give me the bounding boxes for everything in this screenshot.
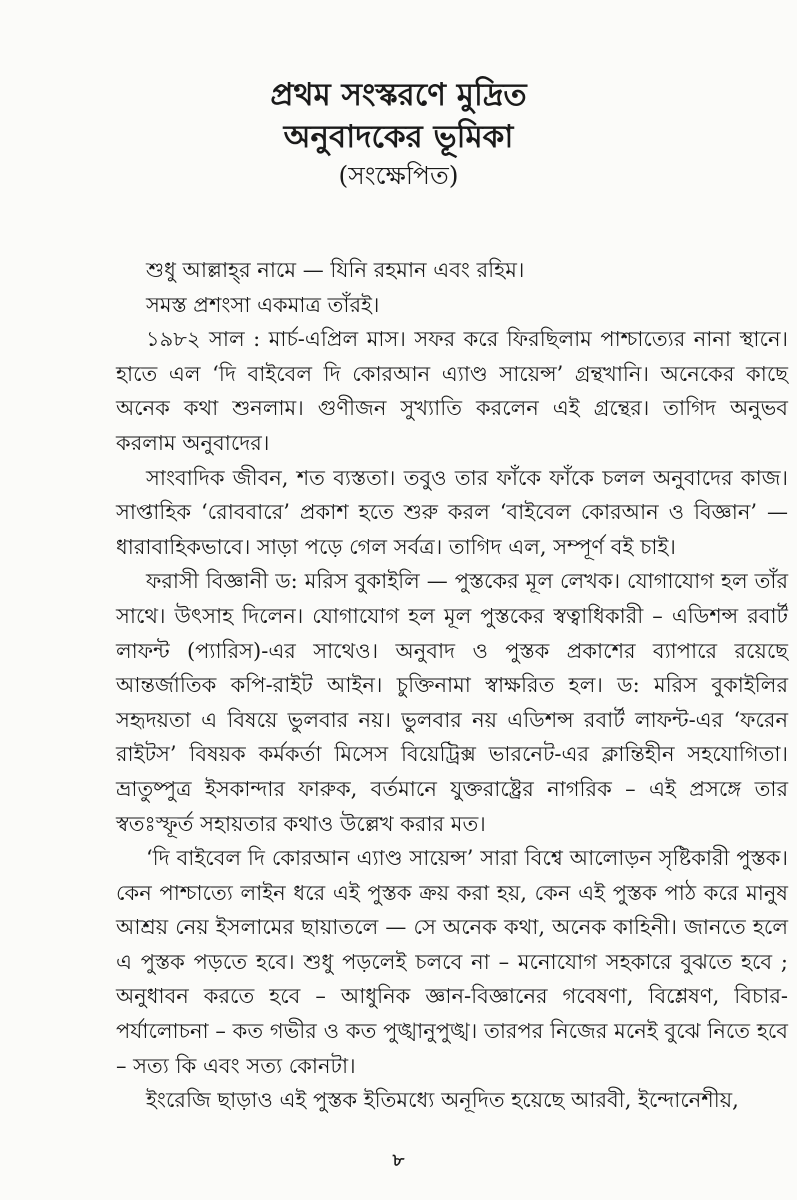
page-number: ৮ [392,1150,405,1171]
paragraph-book-impact: ‘দি বাইবেল দি কোরআন এ্যাণ্ড সায়েন্স’ সারা বিশ্বে আলোড়ন সৃষ্টিকারী পুস্তক। কেন পাশ্চাত্যে লাইন ধরে এই পুস্তক ক্রয় করা হয়, কেন এই পুস্তক পাঠ করে মানুষ আশ্রয় নেয় ইসলামের ছায়াতলে — সে অনেক কথা, অনেক কাহিনী। জানতে হলে এ পুস্তক পড়তে হবে। শুধু পড়লেই চলবে না – মনোযোগ সহকারে বুঝতে হবে ; অনুধাবন করতে হবে – আধুনিক জ্ঞান-বিজ্ঞানের গবেষণা, বিশ্লেষণ, বিচার-পর্যালোচনা – কত গভীর ও কত পুঙ্খানুপুঙ্খ। তারপর নিজের মনেই বুঝে নিতে হবে – সত্য কি এবং সত্য কোনটা। [116,846,788,1078]
body-text [116,253,788,1118]
page-subtitle: (সংক্ষেপিত) [338,161,459,190]
page-title-line-1: প্রথম সংস্করণে মুদ্রিত [270,77,527,113]
paragraph-invocation: শুধু আল্লাহ্‌র নামে — যিনি রহমান এবং রহিম। [146,258,525,282]
paragraph-author: ফরাসী বিজ্ঞানী ড: মরিস বুকাইলি — পুস্তকের মূল লেখক। যোগাযোগ হল তাঁর সাথে। উৎসাহ দিলেন। যোগাযোগ হল মূল পুস্তকের স্বত্বাধিকারী – এডিশন্স রবার্ট লাফন্ট (প্যারিস)-এর সাথেও। অনুবাদ ও পুস্তক প্রকাশের ব্যাপারে রয়েছে আন্তর্জাতিক কপি-রাইট আইন। চুক্তিনামা স্বাক্ষরিত হল। ড: মরিস বুকাইলির সহৃদয়তা এ বিষয়ে ভুলবার নয়। ভুলবার নয় এডিশন্স রবার্ট লাফন্ট-এর ‘ফরেন রাইটস’ বিষয়ক কর্মকর্তা মিসেস বিয়েট্রিক্স ভারনেট-এর ক্লান্তিহীন সহযোগিতা। ভ্রাতুষ্পুত্র ইসকান্দার ফারুক, বর্তমানে যুক্তরাষ্ট্রের নাগরিক – এই প্রসঙ্গে তার স্বতঃস্ফূর্ত সহায়তার কথাও উল্লেখ করার মত। [116,569,788,836]
page-title-line-2: অনুবাদকের ভূমিকা [283,119,514,155]
paragraph-praise: সমস্ত প্রশংসা একমাত্র তাঁরই। [146,292,380,317]
title-block [0,74,797,194]
paragraph-journalism: সাংবাদিক জীবন, শত ব্যস্ততা। তবুও তার ফাঁকে ফাঁকে চলল অনুবাদের কাজ। সাপ্তাহিক ‘রোববারে’ প্রকাশ হতে শুরু করল ‘বাইবেল কোরআন ও বিজ্ঞান’ — ধারাবাহিকভাবে। সাড়া পড়ে গেল সর্বত্র। তাগিদ এল, সম্পূর্ণ বই চাই। [116,465,788,559]
paragraph-translations: ইংরেজি ছাড়াও এই পুস্তক ইতিমধ্যে অনূদিত হয়েছে আরবী, ইন্দোনেশীয়, [146,1088,739,1113]
paragraph-1982: ১৯৮২ সাল : মার্চ-এপ্রিল মাস। সফর করে ফিরছিলাম পাশ্চাত্যের নানা স্থানে। হাতে এল ‘দি বাইবেল দি কোরআন এ্যাণ্ড সায়েন্স’ গ্রন্থখানি। অনেকের কাছে অনেক কথা শুনলাম। গুণীজন সুখ্যাতি করলেন এই গ্রন্থের। তাগিদ অনুভব করলাম অনুবাদের। [116,327,788,455]
